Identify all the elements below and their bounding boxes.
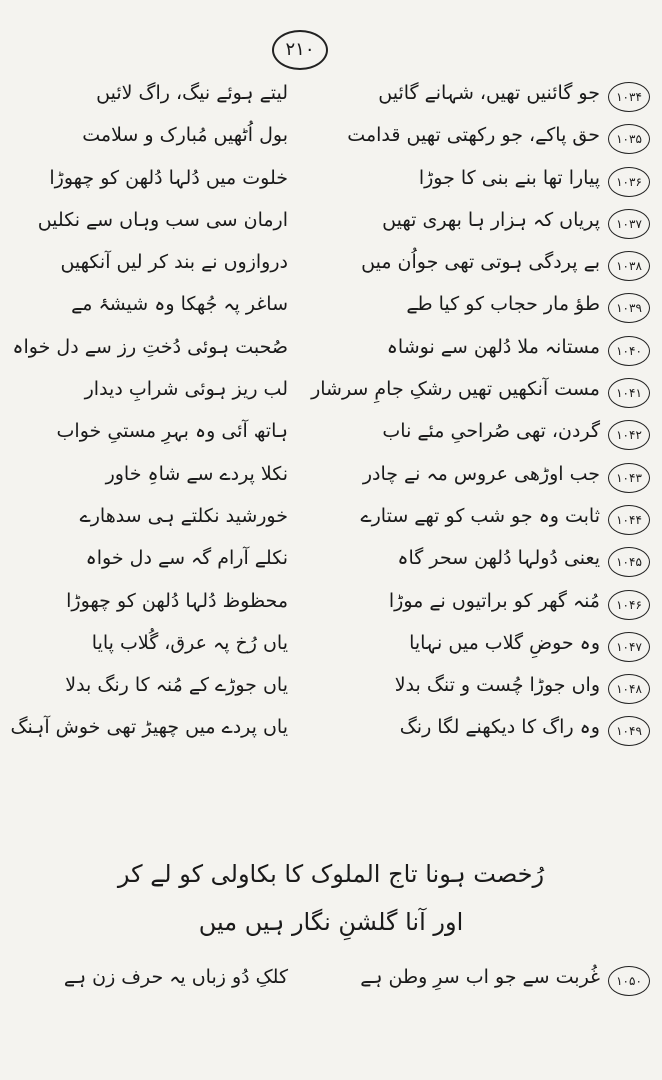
verse-second-hemistich: محظوظ دُلہا دُلھن کو چھوڑا (66, 589, 288, 612)
verse-second-hemistich: نکلا پردے سے شاہِ خاور (105, 462, 288, 485)
verse-first-hemistich: مستانہ ملا دُلھن سے نوشاہ (386, 335, 600, 358)
verse-number: ۱۰۴۸ (608, 674, 650, 704)
verse-second-hemistich: دروازوں نے بند کر لیں آنکھیں (60, 251, 288, 274)
verse-second-hemistich: ہاتھ آئی وہ بہرِ مستیِ خواب (56, 420, 288, 443)
verse-number: ۱۰۴۱ (608, 378, 650, 408)
verse-row (0, 203, 662, 245)
verse-second-hemistich: لب ریز ہوئی شرابِ دیدار (84, 378, 288, 401)
verse-row (0, 668, 662, 710)
verse-second-hemistich: ساغر پہ جُھکا وہ شیشۂ مے (71, 293, 288, 316)
verse-second-hemistich: بول اُٹھیں مُبارک و سلامت (82, 124, 288, 147)
verse-second-hemistich: لیتے ہوئے نیگ، راگ لائیں (96, 82, 288, 104)
verse-number: ۱۰۴۵ (608, 547, 650, 577)
verse-row (0, 541, 662, 583)
verse-first-hemistich: جو گائنیں تھیں، شہانے گائیں (378, 82, 600, 104)
verse-row (0, 626, 662, 668)
verse-first-hemistich: ثابت وہ جو شب کو تھے ستارے (360, 504, 600, 527)
verse-row (0, 457, 662, 499)
verse-row (0, 414, 662, 456)
verse-first-hemistich: غُربت سے جو اب سرِ وطن ہے (360, 966, 600, 988)
verse-number: ۱۰۵۰ (608, 966, 650, 996)
verse-first-hemistich: طؤ مار حجاب کو کیا طے (406, 293, 600, 316)
verse-number: ۱۰۴۷ (608, 632, 650, 662)
verse-row (0, 161, 662, 203)
verse-row (0, 499, 662, 541)
verse-first-hemistich: وہ حوضِ گلاب میں نہایا (409, 631, 600, 654)
verse-second-hemistich: خلوت میں دُلہا دُلھن کو چھوڑا (49, 166, 288, 189)
verse-first-hemistich: مُنہ گھر کو براتیوں نے موڑا (388, 589, 600, 612)
verse-second-hemistich: کلکِ دُو زباں یہ حرف زن ہے (63, 966, 288, 988)
verse-number: ۱۰۳۹ (608, 293, 650, 323)
page-number: ۲۱۰ (272, 30, 328, 70)
verse-number: ۱۰۳۴ (608, 82, 650, 112)
verse-second-hemistich: یاں جوڑے کے مُنہ کا رنگ بدلا (65, 674, 288, 697)
verse-first-hemistich: واں جوڑا چُست و تنگ بدلا (394, 674, 600, 697)
verse-number: ۱۰۳۸ (608, 251, 650, 281)
verse-first-hemistich: حق پاکے، جو رکھتی تھیں قدامت (347, 124, 600, 147)
verse-second-hemistich: یاں رُخ پہ عرق، گُلاب پایا (91, 631, 288, 654)
verse-first-hemistich: پریاں کہ ہزار ہا بھری تھیں (382, 208, 600, 231)
verse-row (0, 287, 662, 329)
verse-number: ۱۰۴۹ (608, 716, 650, 746)
verse-second-hemistich: نکلے آرام گہ سے دل خواہ (85, 547, 288, 570)
verse-number: ۱۰۴۳ (608, 463, 650, 493)
verse-row (0, 710, 662, 752)
section-heading-line-1: رُخصت ہونا تاج الملوک کا بکاولی کو لے کر (117, 860, 545, 888)
verse-number: ۱۰۳۵ (608, 124, 650, 154)
section-heading-line-2: اور آنا گلشنِ نگار ہیں میں (198, 908, 464, 936)
verse-row (0, 330, 662, 372)
verse-number: ۱۰۴۴ (608, 505, 650, 535)
verse-first-hemistich: وہ راگ کا دیکھنے لگا رنگ (399, 716, 600, 739)
verse-second-hemistich: خورشید نکلتے ہی سدھارے (79, 504, 288, 527)
verse-row (0, 960, 662, 1002)
verse-number: ۱۰۳۷ (608, 209, 650, 239)
verse-number: ۱۰۴۶ (608, 590, 650, 620)
verse-row (0, 76, 662, 118)
verse-number: ۱۰۴۰ (608, 336, 650, 366)
verse-first-hemistich: پیارا تھا بنے بنی کا جوڑا (418, 166, 600, 189)
verse-first-hemistich: جب اوڑھی عروس مہ نے چادر (362, 462, 600, 485)
verse-first-hemistich: مست آنکھیں تھیں رشکِ جامِ سرشار (311, 378, 600, 401)
verse-list (0, 76, 662, 753)
verse-number: ۱۰۴۲ (608, 420, 650, 450)
verse-row (0, 245, 662, 287)
verse-second-hemistich: یاں پردے میں چھیڑ تھی خوش آہنگ (10, 716, 288, 739)
verse-row (0, 118, 662, 160)
verse-first-hemistich: یعنی دُولہا دُلھن سحر گاہ (397, 547, 600, 570)
verse-row (0, 584, 662, 626)
verse-first-hemistich: گردن، تھی صُراحیِ مئے ناب (382, 420, 600, 443)
verse-second-hemistich: ارمان سی سب وہاں سے نکلیں (37, 208, 288, 231)
verse-number: ۱۰۳۶ (608, 167, 650, 197)
verse-row (0, 372, 662, 414)
verse-second-hemistich: صُحبت ہوئی دُختِ رز سے دل خواہ (12, 335, 288, 358)
verse-first-hemistich: بے پردگی ہوتی تھی جواُن میں (361, 251, 600, 274)
